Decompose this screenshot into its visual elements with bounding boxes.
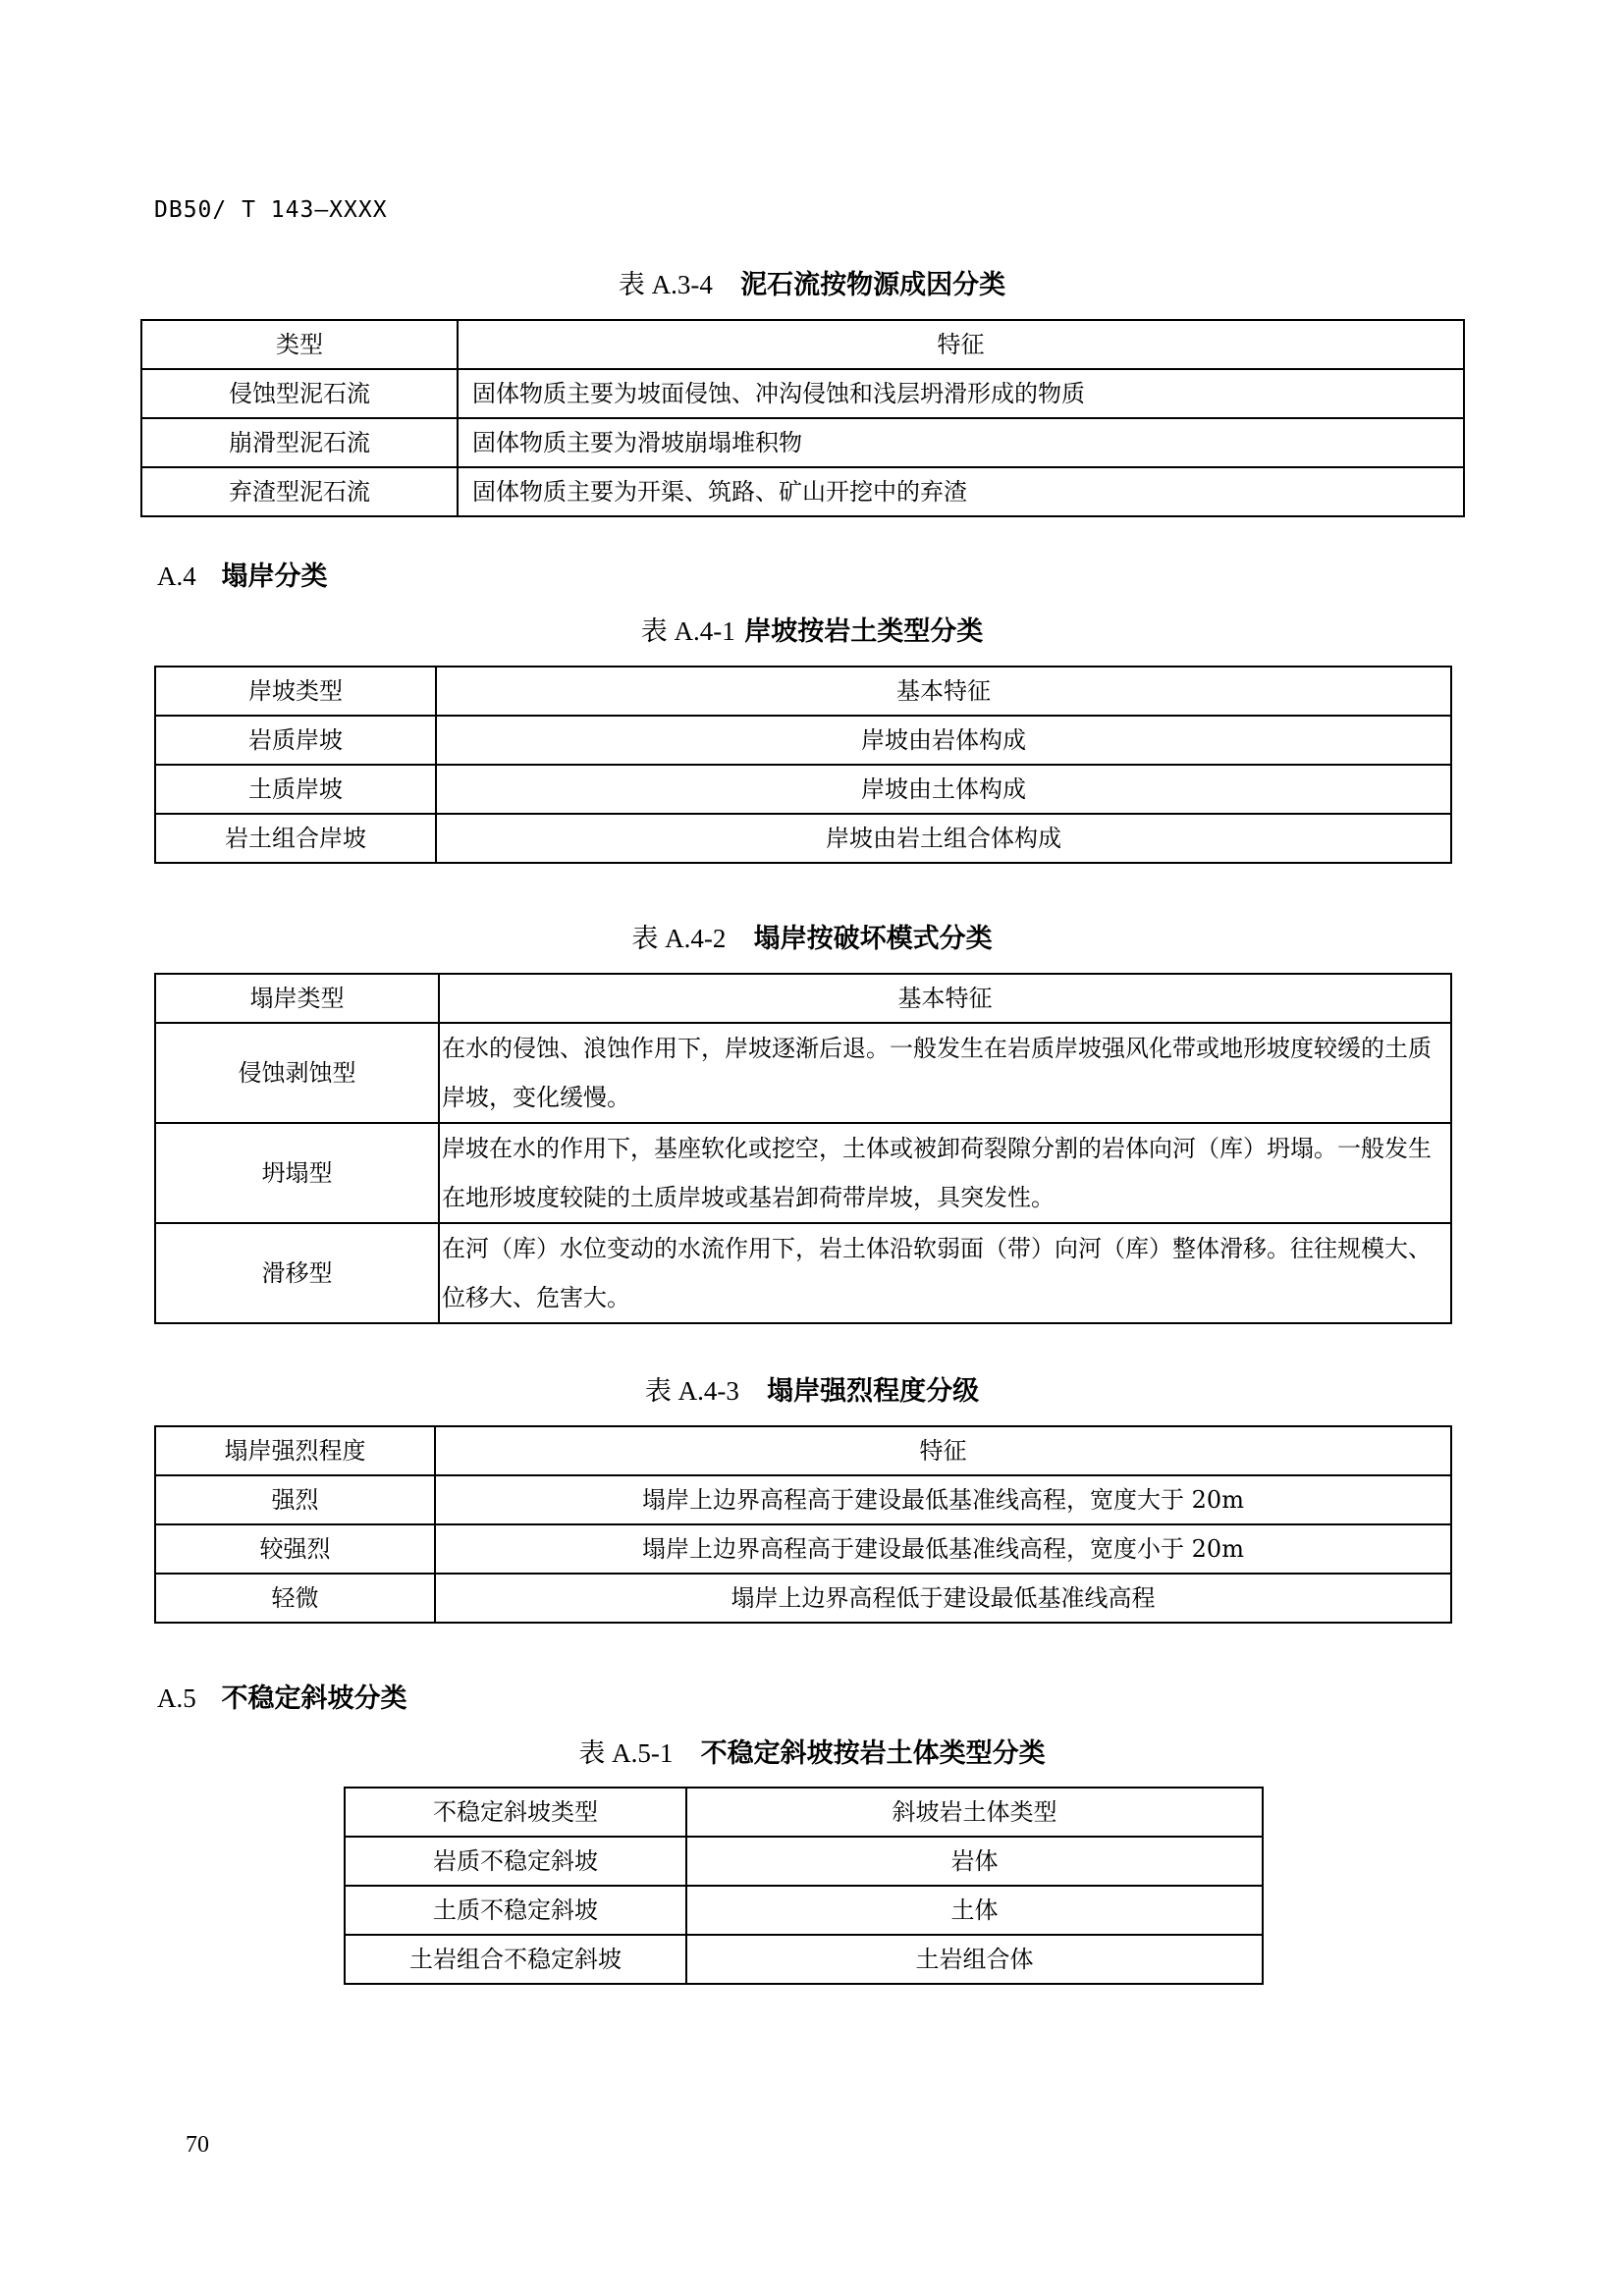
table-row xyxy=(141,418,1464,467)
table-cell: 固体物质主要为滑坡崩塌堆积物 xyxy=(458,418,1464,467)
table-a51-caption xyxy=(0,1732,1624,1770)
table-header-row xyxy=(155,667,1451,716)
table-cell: 岩质岸坡 xyxy=(155,716,436,765)
table-cell: 在水的侵蚀、浪蚀作用下，岸坡逐渐后退。一般发生在岩质岸坡强风化带或地形坡度较缓的土质岸坡，变化缓慢。 xyxy=(439,1023,1451,1123)
table-a41-caption xyxy=(0,610,1624,648)
table-cell: 岩土组合岸坡 xyxy=(155,814,436,863)
table-cell: 土岩组合体 xyxy=(686,1935,1263,1984)
caption-number: 表 A.4-2 xyxy=(631,924,727,953)
table-header-row xyxy=(345,1788,1263,1837)
table-cell: 固体物质主要为坡面侵蚀、冲沟侵蚀和浅层坍滑形成的物质 xyxy=(458,369,1464,418)
table-row xyxy=(155,1524,1451,1574)
header-cell: 基本特征 xyxy=(439,974,1451,1023)
table-header-row xyxy=(141,320,1464,369)
section-number: A.4 xyxy=(157,561,196,591)
header-cell: 不稳定斜坡类型 xyxy=(345,1788,686,1837)
caption-title: 塌岸按破坏模式分类 xyxy=(753,924,993,954)
page-number: 70 xyxy=(186,2132,209,2158)
table-row xyxy=(155,716,1451,765)
table-cell: 侵蚀剥蚀型 xyxy=(155,1023,439,1123)
table-row xyxy=(155,765,1451,814)
table-cell: 土岩组合不稳定斜坡 xyxy=(345,1935,686,1984)
caption-number: 表 A.5-1 xyxy=(578,1738,674,1768)
caption-number: 表 A.4-3 xyxy=(644,1376,739,1406)
table-cell: 塌岸上边界高程低于建设最低基准线高程 xyxy=(435,1574,1451,1623)
caption-title: 不稳定斜坡按岩土体类型分类 xyxy=(700,1738,1046,1769)
table-cell: 岸坡由土体构成 xyxy=(436,765,1451,814)
table-cell: 岸坡由岩土组合体构成 xyxy=(436,814,1451,863)
table-cell: 土质不稳定斜坡 xyxy=(345,1886,686,1935)
caption-title: 塌岸强烈程度分级 xyxy=(767,1376,980,1407)
table-cell: 强烈 xyxy=(155,1475,435,1524)
header-cell: 斜坡岩土体类型 xyxy=(686,1788,1263,1837)
table-header-row xyxy=(155,1426,1451,1475)
table-cell: 土体 xyxy=(686,1886,1263,1935)
section-heading-a4 xyxy=(157,555,328,593)
table-a51 xyxy=(344,1787,1264,1985)
table-row xyxy=(155,1223,1451,1323)
caption-title: 岸坡按岩土类型分类 xyxy=(744,616,984,647)
header-cell: 塌岸类型 xyxy=(155,974,439,1023)
table-cell: 塌岸上边界高程高于建设最低基准线高程，宽度大于 20m xyxy=(435,1475,1451,1524)
table-row xyxy=(155,814,1451,863)
table-cell: 固体物质主要为开渠、筑路、矿山开挖中的弃渣 xyxy=(458,467,1464,516)
table-row xyxy=(155,1475,1451,1524)
table-row xyxy=(345,1935,1263,1984)
table-cell: 轻微 xyxy=(155,1574,435,1623)
table-cell: 岸坡在水的作用下，基座软化或挖空，土体或被卸荷裂隙分割的岩体向河（库）坍塌。一般发生在地形坡度较陡的土质岸坡或基岩卸荷带岸坡，具突发性。 xyxy=(439,1123,1451,1223)
table-cell: 岸坡由岩体构成 xyxy=(436,716,1451,765)
table-a41 xyxy=(154,666,1452,864)
section-title: 塌岸分类 xyxy=(221,561,328,592)
table-a34 xyxy=(140,319,1465,517)
caption-title: 泥石流按物源成因分类 xyxy=(740,270,1006,300)
table-row xyxy=(345,1837,1263,1886)
header-cell: 特征 xyxy=(435,1426,1451,1475)
section-title: 不稳定斜坡分类 xyxy=(221,1683,407,1714)
table-cell: 滑移型 xyxy=(155,1223,439,1323)
table-row xyxy=(141,467,1464,516)
table-cell: 坍塌型 xyxy=(155,1123,439,1223)
table-cell: 土质岸坡 xyxy=(155,765,436,814)
table-cell: 崩滑型泥石流 xyxy=(141,418,458,467)
section-number: A.5 xyxy=(157,1683,196,1713)
table-cell: 较强烈 xyxy=(155,1524,435,1574)
caption-number: 表 A.3-4 xyxy=(618,270,713,299)
table-cell: 岩体 xyxy=(686,1837,1263,1886)
table-row xyxy=(155,1574,1451,1623)
table-row xyxy=(155,1123,1451,1223)
caption-number: 表 A.4-1 xyxy=(640,616,735,646)
table-a34-caption xyxy=(0,263,1624,301)
document-code: DB50/ T 143—XXXX xyxy=(154,197,388,223)
table-header-row xyxy=(155,974,1451,1023)
table-cell: 岩质不稳定斜坡 xyxy=(345,1837,686,1886)
table-a42 xyxy=(154,973,1452,1324)
section-heading-a5 xyxy=(157,1677,407,1715)
table-cell: 弃渣型泥石流 xyxy=(141,467,458,516)
table-a43 xyxy=(154,1425,1452,1624)
header-cell: 特征 xyxy=(458,320,1464,369)
table-row xyxy=(141,369,1464,418)
table-row xyxy=(155,1023,1451,1123)
table-cell: 在河（库）水位变动的水流作用下，岩土体沿软弱面（带）向河（库）整体滑移。往往规模大、位移大、危害大。 xyxy=(439,1223,1451,1323)
table-row xyxy=(345,1886,1263,1935)
header-cell: 塌岸强烈程度 xyxy=(155,1426,435,1475)
table-cell: 侵蚀型泥石流 xyxy=(141,369,458,418)
header-cell: 类型 xyxy=(141,320,458,369)
header-cell: 基本特征 xyxy=(436,667,1451,716)
table-a42-caption xyxy=(0,917,1624,955)
header-cell: 岸坡类型 xyxy=(155,667,436,716)
table-cell: 塌岸上边界高程高于建设最低基准线高程，宽度小于 20m xyxy=(435,1524,1451,1574)
table-a43-caption xyxy=(0,1369,1624,1408)
